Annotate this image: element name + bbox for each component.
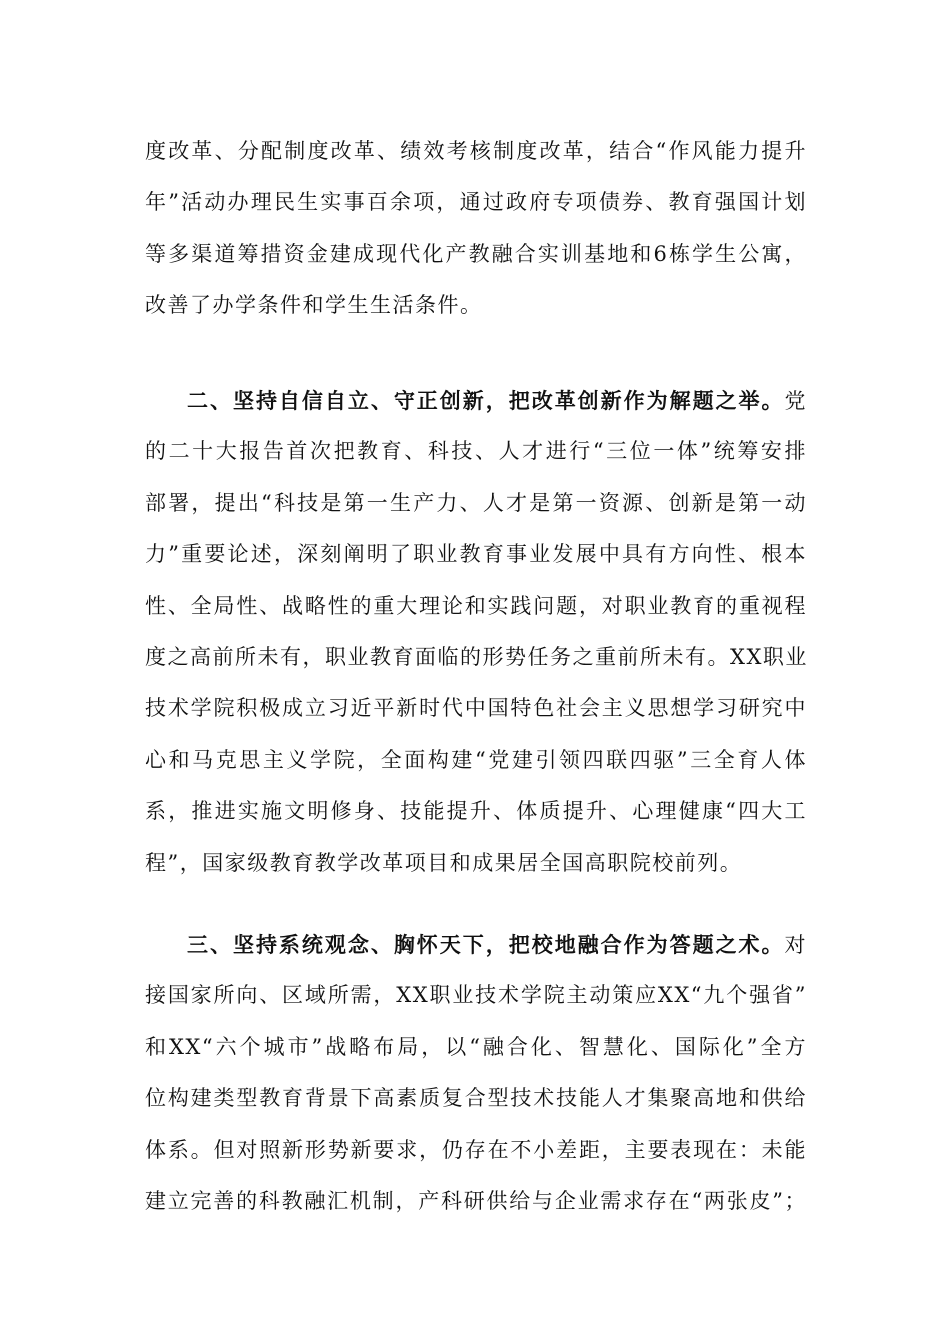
paragraph-line: 和XX“六个城市”战略布局，以“融合化、智慧化、国际化”全方 [145, 1034, 807, 1059]
paragraph-line: 系，推进实施文明修身、技能提升、体质提升、心理健康“四大工 [145, 799, 807, 824]
paragraph-line: 技术学院积极成立习近平新时代中国特色社会主义思想学习研究中 [145, 696, 807, 721]
paragraph-line: 年”活动办理民生实事百余项，通过政府专项债券、教育强国计划 [145, 190, 807, 215]
paragraph-continuation [145, 126, 807, 332]
paragraph-line: 位构建类型教育背景下高素质复合型技术技能人才集聚高地和供给 [145, 1086, 807, 1111]
heading-trailing-text: 对 [784, 933, 807, 957]
heading-trailing-text: 党 [784, 389, 807, 413]
paragraph-line: 改善了办学条件和学生生活条件。 [145, 293, 483, 318]
paragraph-first-line [145, 375, 807, 426]
paragraph-line: 等多渠道筹措资金建成现代化产教融合实训基地和6栋学生公寓， [145, 241, 807, 266]
paragraph-first-line [145, 919, 807, 970]
paragraph-line: 建立完善的科教融汇机制，产科研供给与企业需求存在“两张皮”； [145, 1188, 807, 1213]
paragraph-line: 的二十大报告首次把教育、科技、人才进行“三位一体”统筹安排 [145, 439, 807, 464]
section-heading: 二、坚持自信自立、守正创新，把改革创新作为解题之举。 [187, 388, 785, 413]
paragraph-line: 力”重要论述，深刻阐明了职业教育事业发展中具有方向性、根本 [145, 542, 807, 567]
paragraph-line: 体系。但对照新形势新要求，仍存在不小差距，主要表现在：未能 [145, 1137, 807, 1162]
section-heading: 三、坚持系统观念、胸怀天下，把校地融合作为答题之术。 [187, 932, 785, 957]
paragraph-line: 部署，提出“科技是第一生产力、人才是第一资源、创新是第一动 [145, 490, 807, 515]
paragraph-line: 性、全局性、战略性的重大理论和实践问题，对职业教育的重视程 [145, 593, 807, 618]
paragraph-line: 接国家所向、区域所需，XX职业技术学院主动策应XX“九个强省” [145, 983, 807, 1008]
paragraph-line: 心和马克思主义学院，全面构建“党建引领四联四驱”三全育人体 [145, 747, 807, 772]
paragraph-line: 程”，国家级教育教学改革项目和成果居全国高职院校前列。 [145, 850, 743, 875]
paragraph-line: 度之高前所未有，职业教育面临的形势任务之重前所未有。XX职业 [145, 644, 808, 669]
paragraph-line: 度改革、分配制度改革、绩效考核制度改革，结合“作风能力提升 [145, 139, 807, 163]
paragraph-section-two [145, 375, 807, 889]
paragraph-section-three [145, 919, 807, 1227]
